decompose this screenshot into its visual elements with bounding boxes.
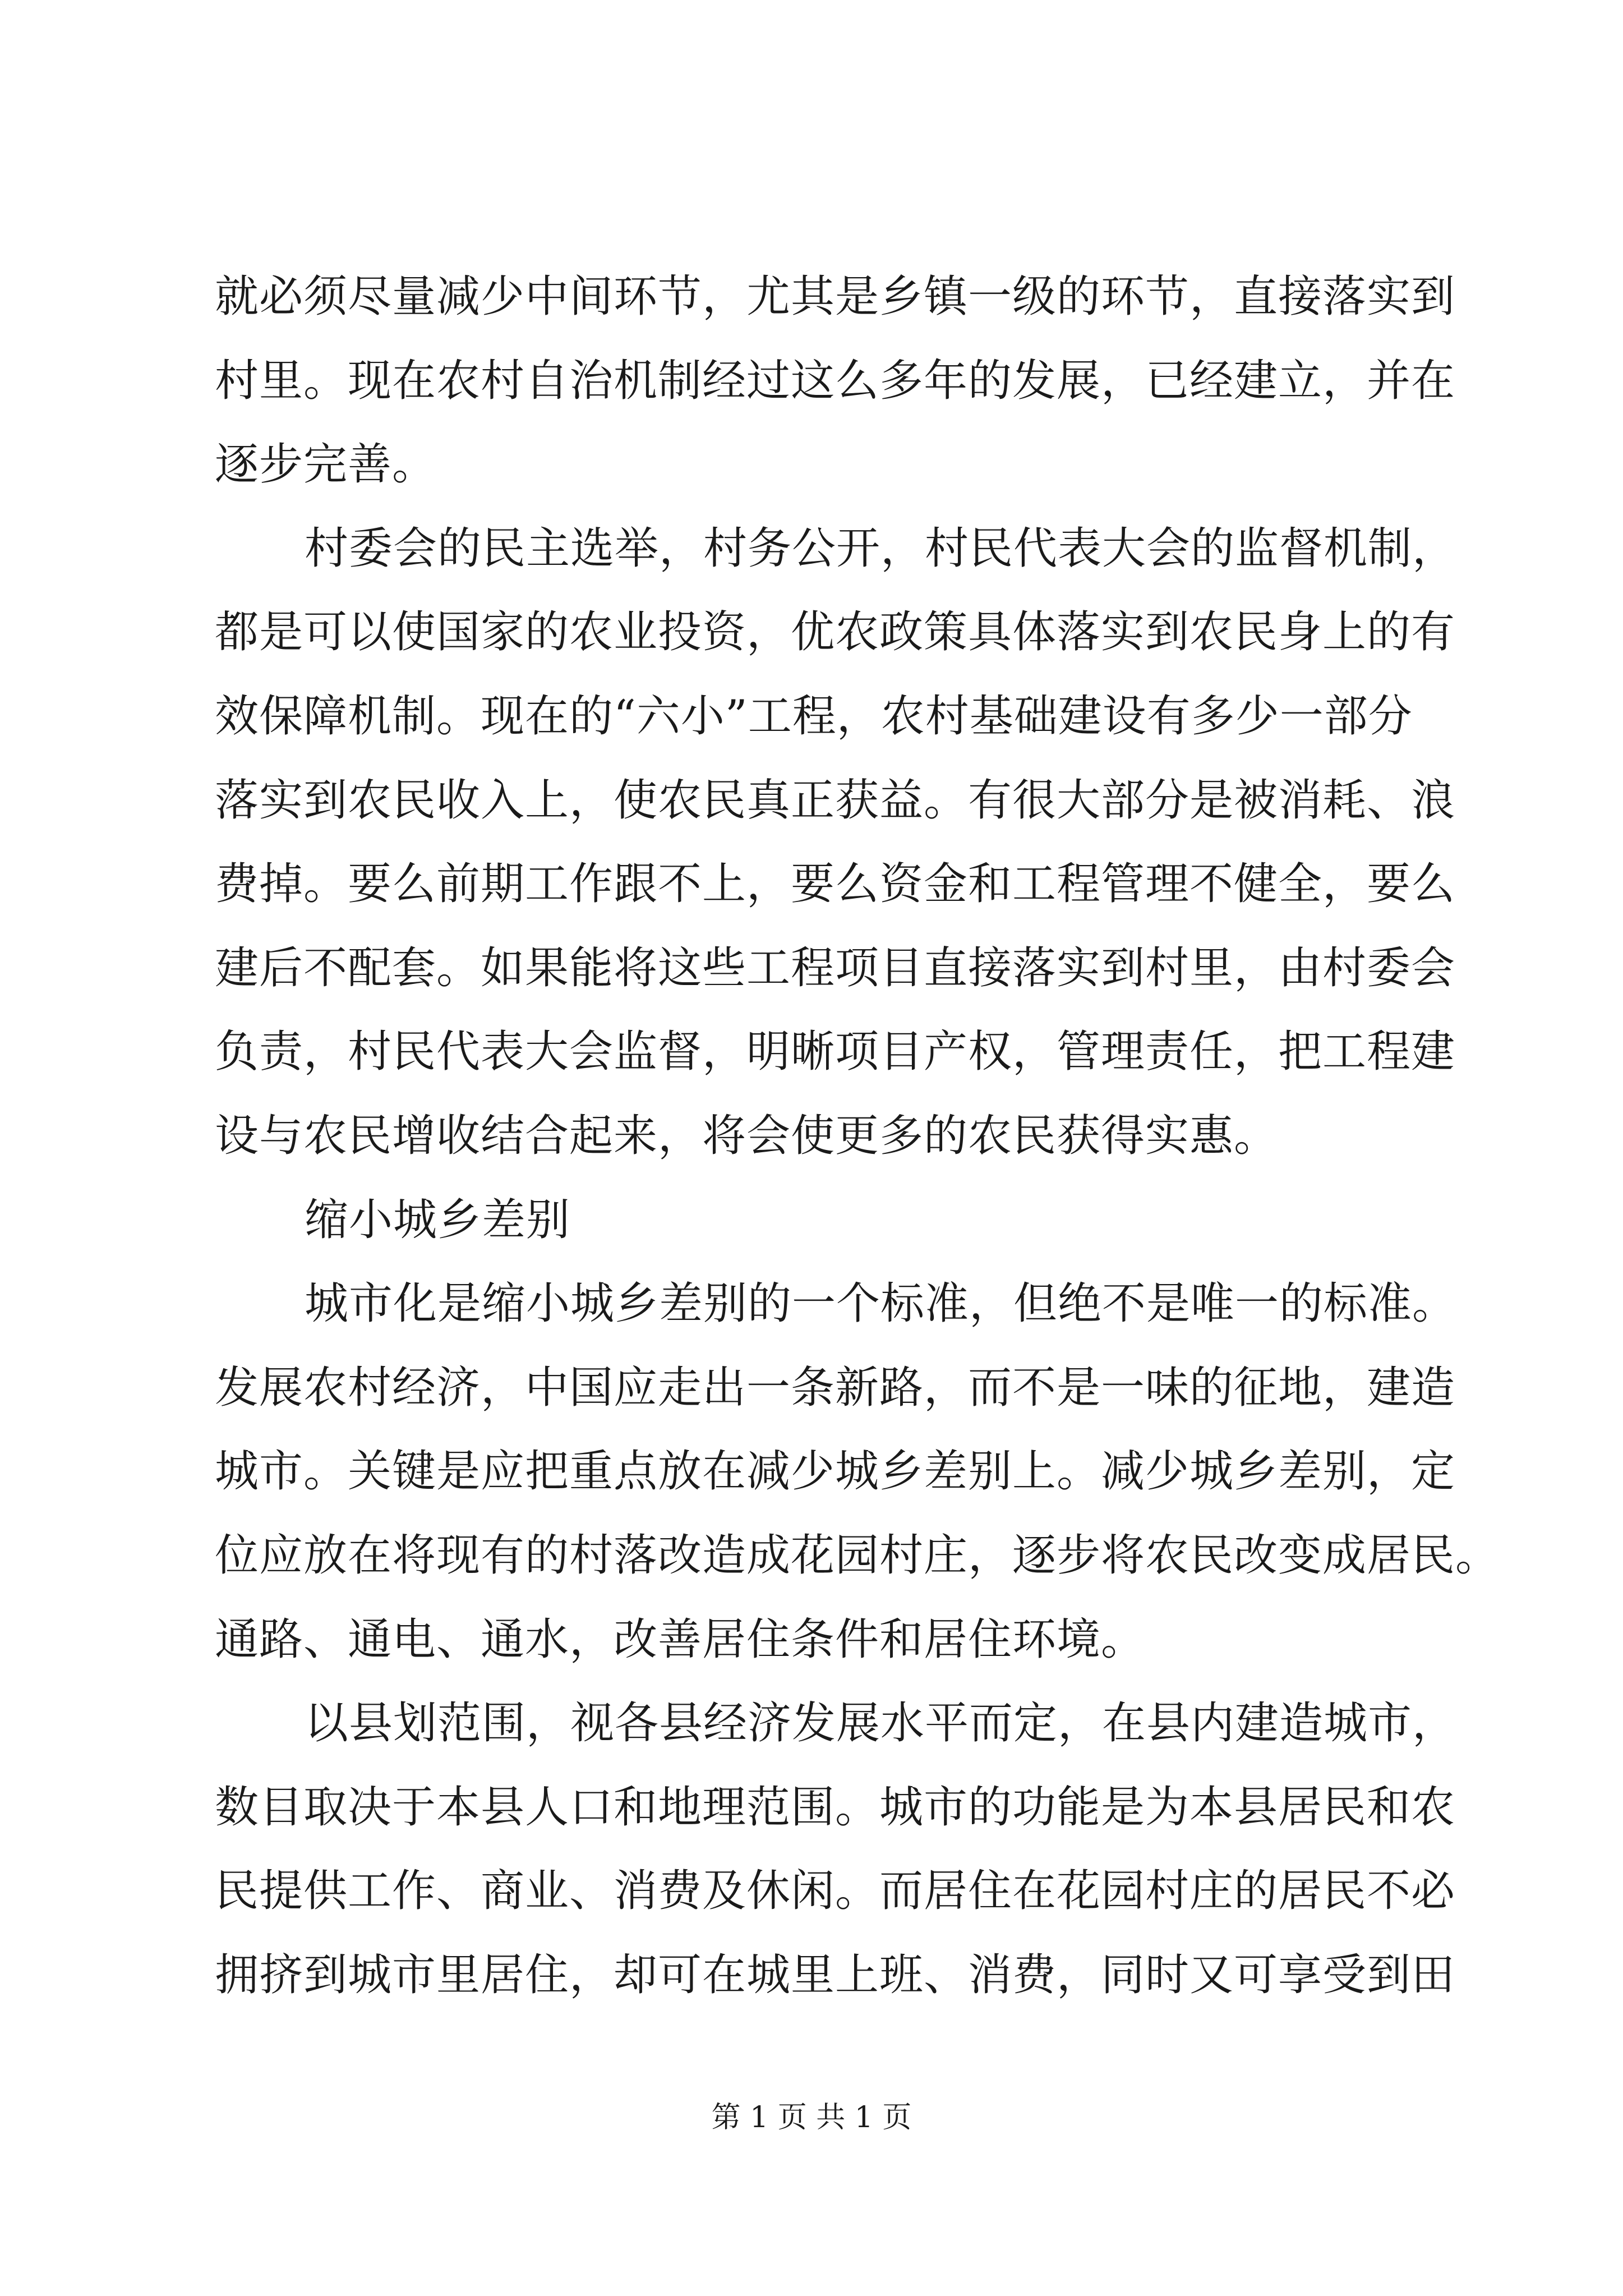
text-line: 城市化是缩小城乡差别的一个标准，但绝不是唯一的标准。: [305, 1278, 1457, 1329]
text-line: 发展农村经济，中国应走出一条新路，而不是一味的征地，建造: [215, 1362, 1456, 1413]
text-line: 负责，村民代表大会监督，明晰项目产权，管理责任，把工程建: [215, 1027, 1456, 1078]
text-line: 村里。现在农村自治机制经过这么多年的发展，已经建立，并在: [215, 355, 1456, 406]
text-line: 数目取决于本县人口和地理范围。城市的功能是为本县居民和农: [215, 1782, 1456, 1833]
text-line: 建后不配套。如果能将这些工程项目直接落实到村里，由村委会: [215, 942, 1456, 993]
text-line: 村委会的民主选举，村务公开，村民代表大会的监督机制，: [305, 523, 1457, 574]
body-text: [215, 255, 1500, 2017]
text-line: 逐步完善。: [215, 439, 437, 490]
text-line: 拥挤到城市里居住，却可在城里上班、消费，同时又可享受到田: [215, 1949, 1456, 2000]
text-line: 都是可以使国家的农业投资，优农政策具体落实到农民身上的有: [215, 607, 1456, 658]
text-line: 就必须尽量减少中间环节，尤其是乡镇一级的环节，直接落实到: [215, 272, 1456, 322]
text-line: 位应放在将现有的村落改造成花园村庄，逐步将农民改变成居民。: [215, 1530, 1500, 1581]
section-heading: 缩小城乡差别: [305, 1194, 571, 1245]
text-line: 通路、通电、通水，改善居住条件和居住环境。: [215, 1614, 1146, 1665]
text-line: 落实到农民收入上，使农民真正获益。有很大部分是被消耗、浪: [215, 775, 1456, 826]
page-footer: 第 1 页 共 1 页: [711, 2101, 912, 2134]
text-line: 以县划范围，视各县经济发展水平而定，在县内建造城市，: [305, 1698, 1457, 1749]
text-line: 民提供工作、商业、消费及休闲。而居住在花园村庄的居民不必: [215, 1866, 1456, 1917]
text-line: 城市。关键是应把重点放在减少城乡差别上。减少城乡差别，定: [215, 1446, 1456, 1497]
text-line: 设与农民增收结合起来，将会使更多的农民获得实惠。: [215, 1110, 1279, 1161]
text-line: 效保障机制。现在的“六小”工程，农村基础建设有多少一部分: [215, 691, 1413, 742]
text-line: 费掉。要么前期工作跟不上，要么资金和工程管理不健全，要么: [215, 859, 1456, 910]
